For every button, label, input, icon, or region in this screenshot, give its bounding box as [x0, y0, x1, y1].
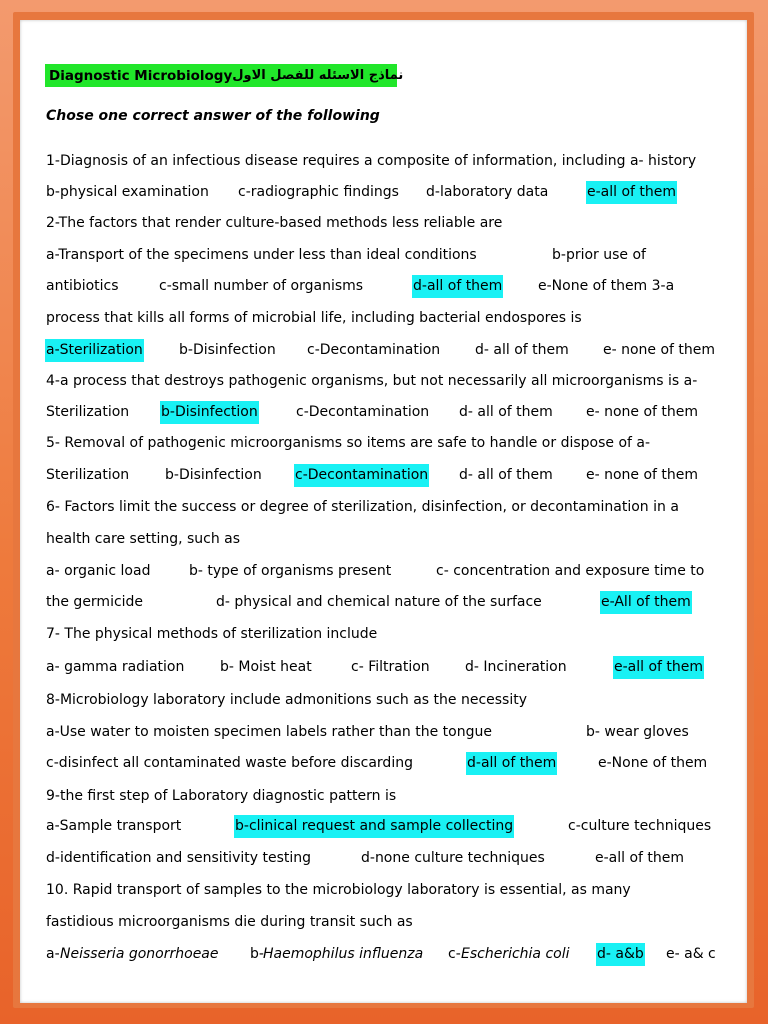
- page-title: [45, 64, 404, 87]
- question-6-text-cont: [46, 528, 722, 551]
- option-d: d- all of them: [459, 467, 553, 483]
- correct-answer-highlight: b-clinical request and sample collecting: [234, 815, 514, 838]
- option-a: a-Use water to moisten specimen labels rather than the tongue: [46, 724, 492, 740]
- title-english: Diagnostic Microbiology: [49, 67, 233, 84]
- title-arabic: نماذج الاسئله للفصل الاول: [232, 68, 404, 83]
- option-e: e- none of them: [603, 342, 716, 358]
- correct-answer-highlight: e-All of them: [600, 591, 692, 614]
- option-b: b-physical examination: [46, 184, 209, 200]
- option-c-cont: the germicide: [46, 594, 144, 610]
- option-b-cont: antibiotics: [46, 278, 119, 294]
- option-a-prefix: a-: [46, 946, 60, 962]
- question-8-text: [46, 689, 722, 712]
- correct-answer-highlight: b-Disinfection: [160, 401, 259, 424]
- question-text: 9-the first step of Laboratory diagnostic pattern is: [46, 788, 397, 804]
- question-7-text: [46, 623, 722, 646]
- option-b: b-Disinfection: [179, 342, 276, 358]
- question-8-options: [46, 721, 722, 744]
- question-8-options-cont: [46, 752, 722, 775]
- option-d: d- Incineration: [465, 659, 567, 675]
- option-d: d-laboratory data: [426, 184, 549, 200]
- question-1-options: [46, 181, 722, 204]
- correct-answer-highlight: e-all of them: [613, 656, 704, 679]
- option-b: b-prior use of: [552, 247, 646, 263]
- option-e: e-None of them: [598, 755, 708, 771]
- option-d: d- all of them: [475, 342, 569, 358]
- question-text: 6- Factors limit the success or degree of sterilization, disinfection, or decontamination in a: [46, 499, 679, 515]
- question-text: health care setting, such as: [46, 531, 241, 547]
- question-7-options: [46, 656, 722, 679]
- question-6-text: [46, 496, 722, 519]
- question-2-options: [46, 244, 722, 267]
- option-a: a-Sample transport: [46, 818, 182, 834]
- option-a: a-Transport of the specimens under less than ideal conditions: [46, 247, 477, 263]
- correct-answer-highlight: d- a&b: [596, 943, 645, 966]
- question-10-options: [46, 943, 722, 966]
- question-9-text: [46, 785, 722, 808]
- question-9-options: [46, 815, 722, 838]
- option-c: c-Decontamination: [307, 342, 441, 358]
- question-4-text: [46, 370, 722, 393]
- option-a: a- gamma radiation: [46, 659, 185, 675]
- correct-answer-highlight: e-all of them: [586, 181, 677, 204]
- question-3-options: [46, 339, 722, 362]
- option-c: c-Decontamination: [296, 404, 430, 420]
- option-c: c-culture techniques: [568, 818, 712, 834]
- question-4-options: [46, 401, 722, 424]
- option-c: c- concentration and exposure time to: [436, 563, 705, 579]
- option-a: a- organic load: [46, 563, 151, 579]
- option-b: b- Moist heat: [220, 659, 312, 675]
- option-c: c- Filtration: [351, 659, 430, 675]
- option-c-prefix: c-: [448, 946, 461, 962]
- question-6-options-cont: [46, 591, 722, 614]
- question-10-text: [46, 879, 722, 902]
- question-3-text: [46, 307, 722, 330]
- option-a-cont: Sterilization: [46, 404, 130, 420]
- option-b: b- type of organisms present: [189, 563, 392, 579]
- option-b-organism: Haemophilus influenza: [263, 946, 424, 962]
- option-d: d- physical and chemical nature of the surface: [216, 594, 542, 610]
- question-text: 1-Diagnosis of an infectious disease requires a composite of information, including a- history: [46, 153, 697, 169]
- option-d: d-identification and sensitivity testing: [46, 850, 312, 866]
- option-c: c-small number of organisms: [159, 278, 364, 294]
- correct-answer-highlight: d-all of them: [412, 275, 503, 298]
- option-d-alt: d-none culture techniques: [361, 850, 545, 866]
- option-c: c-radiographic findings: [238, 184, 399, 200]
- question-10-text-cont: [46, 911, 722, 934]
- question-text: 2-The factors that render culture-based methods less reliable are: [46, 215, 503, 231]
- question-text: 4-a process that destroys pathogenic organisms, but not necessarily all microorganisms is a-: [46, 373, 698, 389]
- option-a-cont: Sterilization: [46, 467, 130, 483]
- correct-answer-highlight: c-Decontamination: [294, 464, 429, 487]
- question-5-text: [46, 432, 722, 455]
- option-b: b-Disinfection: [165, 467, 262, 483]
- question-text: 10. Rapid transport of samples to the microbiology laboratory is essential, as many: [46, 882, 631, 898]
- question-6-options: [46, 560, 722, 583]
- question-5-options: [46, 464, 722, 487]
- option-a-organism: Neisseria gonorrhoeae: [60, 946, 219, 962]
- option-d: d- all of them: [459, 404, 553, 420]
- question-text: fastidious microorganisms die during transit such as: [46, 914, 413, 930]
- option-e: e- none of them: [586, 467, 699, 483]
- question-text: 8-Microbiology laboratory include admonitions such as the necessity: [46, 692, 528, 708]
- question-2-text: [46, 212, 722, 235]
- option-c: c-disinfect all contaminated waste before discarding: [46, 755, 413, 771]
- question-1-text: [46, 150, 722, 173]
- option-c-organism: Escherichia coli: [461, 946, 570, 962]
- option-e: e-all of them: [595, 850, 685, 866]
- question-text: process that kills all forms of microbial life, including bacterial endospores is: [46, 310, 582, 326]
- question-text: 7- The physical methods of sterilization include: [46, 626, 378, 642]
- instruction-text: Chose one correct answer of the following: [46, 108, 380, 124]
- option-b-prefix: b-: [250, 946, 264, 962]
- correct-answer-highlight: a-Sterilization: [45, 339, 144, 362]
- correct-answer-highlight: d-all of them: [466, 752, 557, 775]
- question-text: 5- Removal of pathogenic microorganisms so items are safe to handle or dispose of a-: [46, 435, 651, 451]
- option-e: e-None of them 3-a: [538, 278, 675, 294]
- option-e: e- none of them: [586, 404, 699, 420]
- question-2-options-cont: [46, 275, 722, 298]
- question-9-options-cont: [46, 847, 722, 870]
- option-e: e- a& c: [666, 946, 716, 962]
- option-b: b- wear gloves: [586, 724, 689, 740]
